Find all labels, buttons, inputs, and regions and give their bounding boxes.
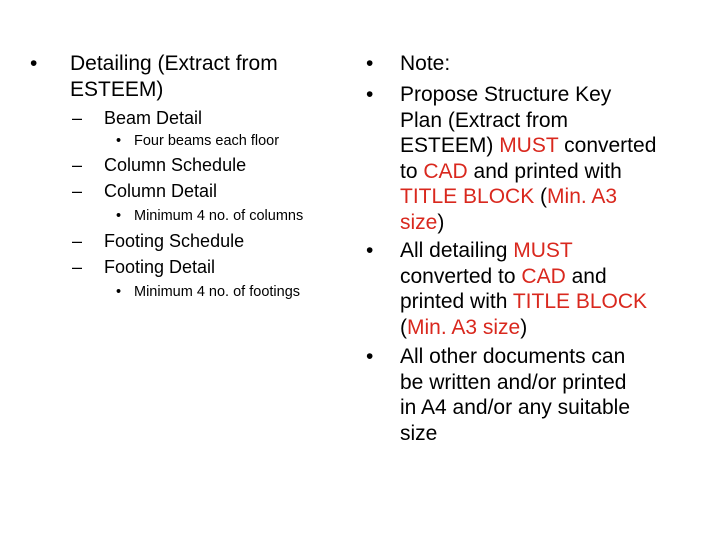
dash-column-detail: – (72, 181, 83, 201)
propose-line6-paren: ) (437, 210, 445, 234)
detailing-heading-line2: ESTEEM) (70, 78, 164, 101)
propose-line3-text: ESTEEM) (400, 134, 500, 157)
bullet-detailing: • (30, 52, 38, 75)
bullet-footing-note: • (116, 284, 122, 300)
other-documents-line4: size (400, 421, 438, 445)
footing-schedule-item: Footing Schedule (104, 231, 245, 251)
title-block-emphasis-2: TITLE BLOCK (512, 290, 648, 313)
other-documents-line1: All other documents can (400, 345, 626, 368)
propose-line6 (400, 210, 444, 236)
all-detailing-line4-open: ( (400, 315, 407, 339)
other-documents-line3: in A4 and/or any suitable (400, 396, 630, 419)
bullet-beam-note: • (116, 133, 122, 149)
title-block-emphasis: TITLE BLOCK (400, 185, 535, 208)
all-detailing-line2-text: converted to (400, 264, 522, 288)
dash-footing-detail: – (72, 257, 83, 277)
size-emphasis: size (400, 210, 438, 234)
must-emphasis-2: MUST (513, 239, 573, 262)
propose-line3 (400, 133, 656, 159)
bullet-all-detailing: • (366, 239, 374, 262)
column-schedule-item: Column Schedule (104, 155, 247, 175)
propose-line2: Plan (Extract from (400, 108, 569, 132)
propose-line4 (400, 159, 622, 185)
cad-emphasis-2: CAD (521, 264, 566, 288)
other-documents-line2: be written and/or printed (400, 370, 627, 394)
detailing-heading-line1: Detailing (Extract from (70, 52, 278, 75)
all-detailing-line2 (400, 264, 607, 290)
beam-note: Four beams each floor (134, 133, 280, 149)
note-heading: Note: (400, 52, 451, 75)
propose-line4-text: to (400, 159, 424, 183)
must-emphasis: MUST (499, 134, 559, 157)
column-detail-item: Column Detail (104, 181, 218, 201)
bullet-propose: • (366, 83, 374, 106)
propose-line1: Propose Structure Key (400, 83, 612, 106)
all-detailing-line4 (400, 315, 527, 341)
bullet-note: • (366, 52, 374, 75)
column-note: Minimum 4 no. of columns (134, 208, 304, 224)
dash-beam-detail: – (72, 108, 83, 128)
bullet-other-documents: • (366, 345, 374, 368)
footing-detail-item: Footing Detail (104, 257, 216, 277)
propose-line5 (400, 184, 617, 210)
footing-note: Minimum 4 no. of footings (134, 284, 301, 300)
all-detailing-line1 (400, 238, 573, 264)
min-a3-emphasis: Min. A3 (547, 185, 618, 208)
bullet-column-note: • (116, 208, 122, 224)
propose-line4-rest: and printed with (467, 159, 622, 183)
all-detailing-line1-text: All detailing (400, 239, 514, 262)
propose-line3-rest: converted (558, 134, 657, 157)
all-detailing-line3 (400, 289, 647, 315)
propose-line5-paren: ( (534, 185, 548, 208)
all-detailing-line4-close: ) (520, 315, 528, 339)
dash-footing-schedule: – (72, 231, 83, 251)
all-detailing-line3-text: printed with (400, 290, 513, 313)
beam-detail-item: Beam Detail (104, 108, 203, 128)
all-detailing-line2-rest: and (565, 264, 607, 288)
cad-emphasis: CAD (423, 159, 468, 183)
min-a3-size-emphasis: Min. A3 size (407, 315, 521, 339)
dash-column-schedule: – (72, 155, 83, 175)
